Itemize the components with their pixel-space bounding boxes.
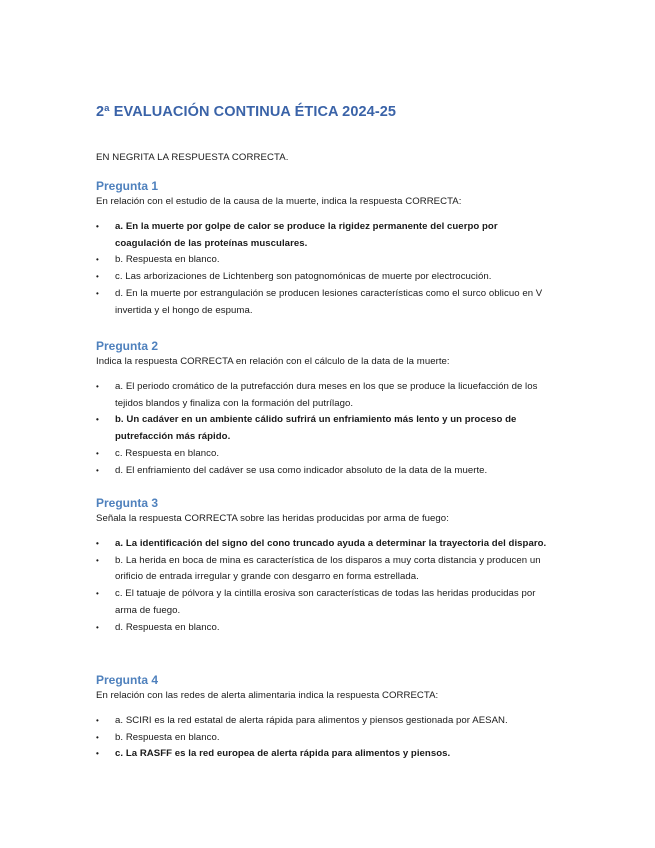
- answer-option: [96, 252, 556, 269]
- bullet-icon: •: [96, 465, 99, 475]
- answer-option-text: d. En la muerte por estrangulación se producen lesiones características como el surco oblicuo en V invertida y el hongo de espuma.: [115, 287, 543, 316]
- answer-option: [96, 463, 556, 480]
- answer-option-text: b. Respuesta en blanco.: [115, 254, 220, 266]
- answer-list: [96, 713, 556, 763]
- answer-option-text: c. La RASFF es la red europea de alerta rápida para alimentos y piensos.: [115, 748, 451, 760]
- answer-option-text: b. Respuesta en blanco.: [115, 731, 220, 743]
- answer-option: [96, 219, 556, 252]
- bullet-icon: •: [96, 622, 99, 632]
- answer-option: [96, 730, 556, 747]
- answer-option: [96, 269, 556, 286]
- bullet-icon: •: [96, 382, 99, 391]
- answer-option-text: b. Un cadáver en un ambiente cálido sufrirá un enfriamiento más lento y un proceso de putrefacción más rápido.: [115, 414, 517, 443]
- question-prompt: Señala la respuesta CORRECTA sobre las heridas producidas por arma de fuego:: [96, 513, 449, 524]
- question-heading: Pregunta 1: [96, 179, 159, 193]
- bullet-icon: •: [96, 288, 99, 298]
- answer-list: [96, 219, 556, 319]
- answer-option-text: a. SCIRI es la red estatal de alerta rápida para alimentos y piensos gestionada por AESAN.: [115, 715, 508, 726]
- question-prompt: En relación con el estudio de la causa de la muerte, indica la respuesta CORRECTA:: [96, 196, 462, 207]
- bullet-icon: •: [96, 539, 99, 548]
- question-heading: Pregunta 4: [96, 673, 159, 687]
- question-prompt: Indica la respuesta CORRECTA en relación con el cálculo de la data de la muerte:: [96, 356, 450, 367]
- answer-list: [96, 536, 556, 636]
- answer-option: [96, 713, 556, 730]
- answer-option: [96, 536, 556, 553]
- answer-option: [96, 553, 556, 586]
- answer-option-text: c. Las arborizaciones de Lichtenberg son patognomónicas de muerte por electrocución.: [115, 271, 492, 283]
- answer-option: [96, 379, 556, 412]
- bullet-icon: •: [96, 448, 99, 458]
- question-4: [96, 672, 556, 763]
- question-prompt: En relación con las redes de alerta alimentaria indica la respuesta CORRECTA:: [96, 690, 439, 701]
- answer-option-text: a. En la muerte por golpe de calor se produce la rigidez permanente del cuerpo por coagulación de las proteínas musculares.: [115, 221, 498, 249]
- document-title: 2ª EVALUACIÓN CONTINUA ÉTICA 2024-25: [96, 104, 397, 120]
- bullet-icon: •: [96, 716, 99, 725]
- answer-option-text: a. La identificación del signo del cono truncado ayuda a determinar la trayectoria del disparo.: [115, 538, 547, 549]
- bullet-icon: •: [96, 222, 99, 231]
- answer-option: [96, 620, 556, 637]
- answer-option-text: d. Respuesta en blanco.: [115, 621, 220, 633]
- answer-option: [96, 412, 556, 445]
- answer-option: [96, 746, 556, 763]
- bullet-icon: •: [96, 255, 99, 265]
- bullet-icon: •: [96, 272, 99, 282]
- question-2: [96, 338, 556, 479]
- answer-option: [96, 586, 556, 619]
- answer-option-text: c. Respuesta en blanco.: [115, 447, 220, 459]
- bullet-icon: •: [96, 732, 99, 742]
- bullet-icon: •: [96, 415, 99, 425]
- answer-option-text: d. El enfriamiento del cadáver se usa como indicador absoluto de la data de la muerte.: [115, 464, 488, 476]
- answer-option: [96, 446, 556, 463]
- answer-option-text: a. El periodo cromático de la putrefacción dura meses en los que se produce la licuefacción de los tejidos blandos y finaliza con la formación del putrílago.: [115, 381, 538, 409]
- answer-option-text: b. La herida en boca de mina es característica de los disparos a muy corta distancia y producen un orificio de entrada irregular y grande con desgarro en forma estrellada.: [115, 554, 541, 583]
- question-heading: Pregunta 3: [96, 496, 159, 510]
- instructions-text: EN NEGRITA LA RESPUESTA CORRECTA.: [96, 152, 289, 163]
- bullet-icon: •: [96, 589, 99, 599]
- question-heading: Pregunta 2: [96, 339, 159, 353]
- bullet-icon: •: [96, 555, 99, 565]
- answer-option-text: c. El tatuaje de pólvora y la cintilla erosiva son características de todas las heridas producidas por arma de fuego.: [115, 588, 536, 616]
- question-1: [96, 178, 556, 319]
- answer-option: [96, 286, 556, 319]
- answer-list: [96, 379, 556, 479]
- bullet-icon: •: [96, 749, 99, 759]
- question-3: [96, 495, 556, 636]
